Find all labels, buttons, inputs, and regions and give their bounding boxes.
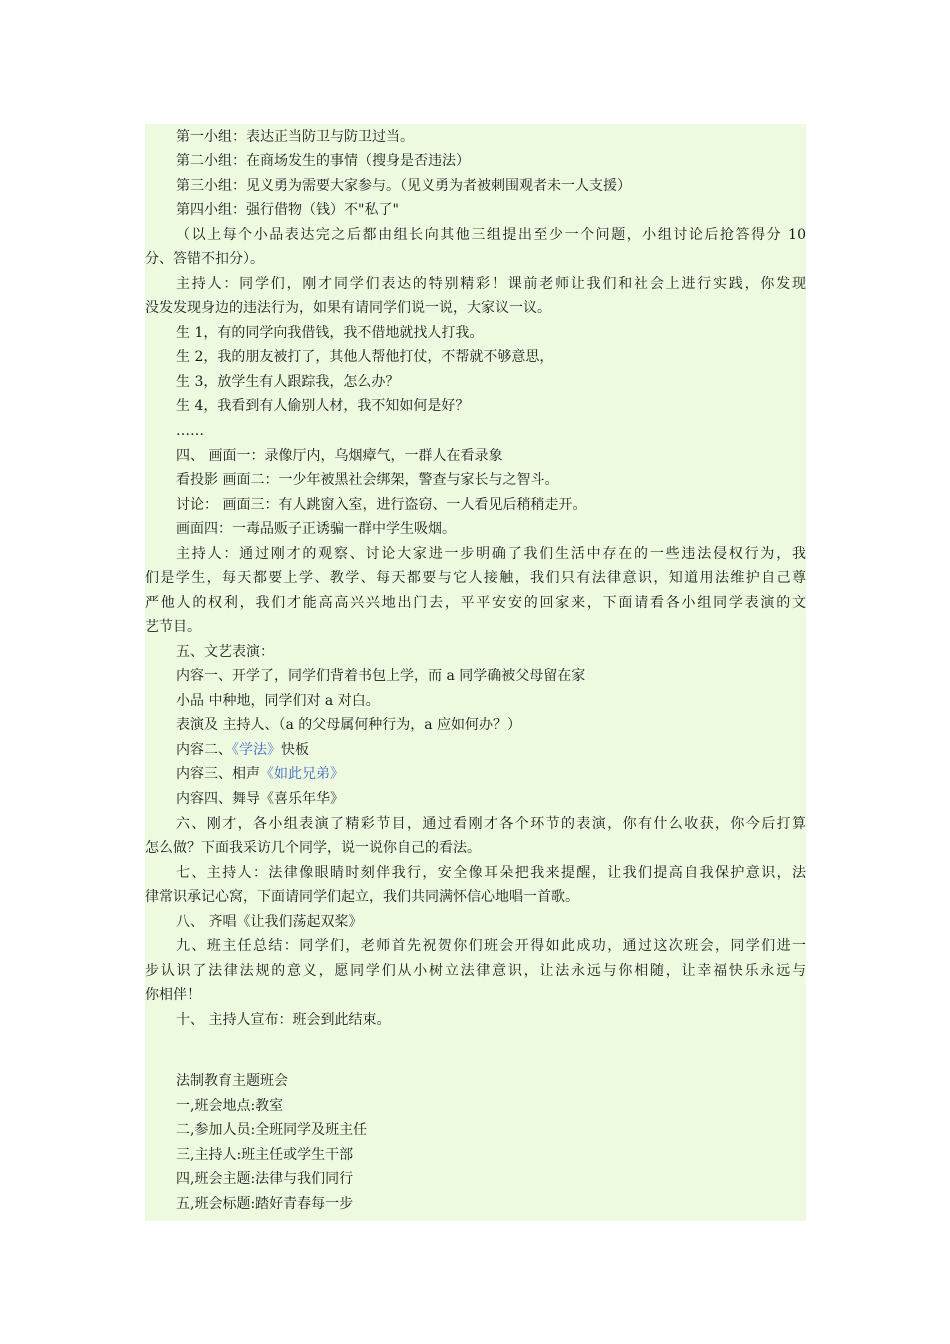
item-suffix: 快板 [281,742,309,758]
item-prefix: 内容三、相声 [176,766,260,782]
paragraph-line: 三,主持人:班主任或学生干部 [176,1147,354,1163]
section-title: 法制教育主题班会 [176,1073,288,1089]
paragraph-line: 四,班会主题:法律与我们同行 [176,1171,354,1187]
paragraph-line: 律常识承记心窝，下面请同学们起立，我们共同满怀信心地唱一首歌。 [145,889,579,905]
paragraph-line: 五,班会标题:踏好青春每一步 [176,1196,354,1212]
paragraph-line: 艺节目。 [145,619,201,635]
title-link[interactable]: 《如此兄弟》 [260,766,344,782]
paragraph-line: 七、主持人：法律像眼睛时刻伴我行，安全像耳朵把我来提醒，让我们提高自我保护意识，法 [176,865,806,881]
document-body [145,124,806,1221]
paragraph-line: 生 2，我的朋友被打了，其他人帮他打仗，不帮就不够意思， [176,349,554,365]
paragraph-line: 看投影 画面二：一少年被黑社会绑架，警查与家长与之智斗。 [176,472,559,488]
paragraph-line: 十、 主持人宣布：班会到此结束。 [176,1012,391,1028]
paragraph-line: …… [176,423,204,439]
paragraph-line: 你相伴！ [145,987,201,1003]
paragraph-line [145,738,309,763]
paragraph-line: 严他人的权利，我们才能高高兴兴地出门去，平平安安的回家来，下面请看各小组同学表演的文 [145,595,806,611]
paragraph-line: 第一小组：表达正当防卫与防卫过当。 [176,129,414,145]
paragraph-line: 第三小组：见义勇为需要大家参与。（见义勇为者被刺围观者未一人支援） [176,178,631,194]
paragraph-line: 内容四、舞导《喜乐年华》 [176,791,344,807]
paragraph-line: 讨论： 画面三：有人跳窗入室，进行盗窃、一人看见后稍稍走开。 [176,497,587,513]
paragraph-line: 主持人：同学们，刚才同学们表达的特别精彩！课前老师让我们和社会上进行实践，你发现 [176,276,806,292]
paragraph-line: 九、班主任总结：同学们，老师首先祝贺你们班会开得如此成功，通过这次班会，同学们进一 [176,938,806,954]
paragraph-line: 们是学生，每天都要上学、教学、每天都要与它人接触，我们只有法律意识，知道用法维护自己尊 [145,570,806,586]
paragraph-line: 生 4，我看到有人偷别人材，我不知如何是好？ [176,398,470,414]
title-link[interactable]: 《学法》 [232,742,281,758]
paragraph-line: 画面四：一毒品贩子正诱骗一群中学生吸烟。 [176,521,456,537]
paragraph-line: 小品 中种地，同学们对 a 对白。 [176,693,380,709]
paragraph-line: 内容一、开学了，同学们背着书包上学，而 a 同学确被父母留在家 [176,668,586,684]
paragraph-line: 一,班会地点:教室 [176,1098,284,1114]
paragraph-line: 五、文艺表演： [176,644,274,660]
paragraph-line: 没发发现身边的违法行为，如果有请同学们说一说，大家议一议。 [145,300,551,316]
paragraph-line: 六、刚才，各小组表演了精彩节目，通过看刚才各个环节的表演，你有什么收获，你今后打算 [176,816,806,832]
paragraph-line: 生 1，有的同学向我借钱，我不借地就找人打我。 [176,325,484,341]
paragraph-line: 步认识了法律法规的意义，愿同学们从小树立法律意识，让法永远与你相随，让幸福快乐永远与 [145,963,806,979]
paragraph-line: 八、 齐唱《让我们荡起双桨》 [176,914,363,930]
item-prefix: 内容二、 [176,742,232,758]
paragraph-line: 主持人：通过刚才的观察、讨论大家进一步明确了我们生活中存在的一些违法侵权行为，我 [176,546,806,562]
paragraph-line: 怎么做？下面我采访几个同学，说一说你自己的看法。 [145,840,481,856]
paragraph-line: 第二小组：在商场发生的事情（搜身是否违法） [176,153,470,169]
paragraph-line: 第四小组：强行借物（钱）不"私了" [176,202,399,218]
paragraph-line [145,762,344,787]
paragraph-line: 生 3，放学生有人跟踪我，怎么办？ [176,374,400,390]
paragraph-line: （以上每个小品表达完之后都由组长向其他三组提出至少一个问题，小组讨论后抢答得分 10 [176,227,806,243]
paragraph-line: 四、 画面一：录像厅内，乌烟瘴气，一群人在看录象 [176,448,503,464]
paragraph-line: 表演及 主持人、（a 的父母属何种行为，a 应如何办？） [176,717,522,733]
paragraph-line: 分、答错不扣分）。 [145,251,264,267]
paragraph-line: 二,参加人员:全班同学及班主任 [176,1122,368,1138]
